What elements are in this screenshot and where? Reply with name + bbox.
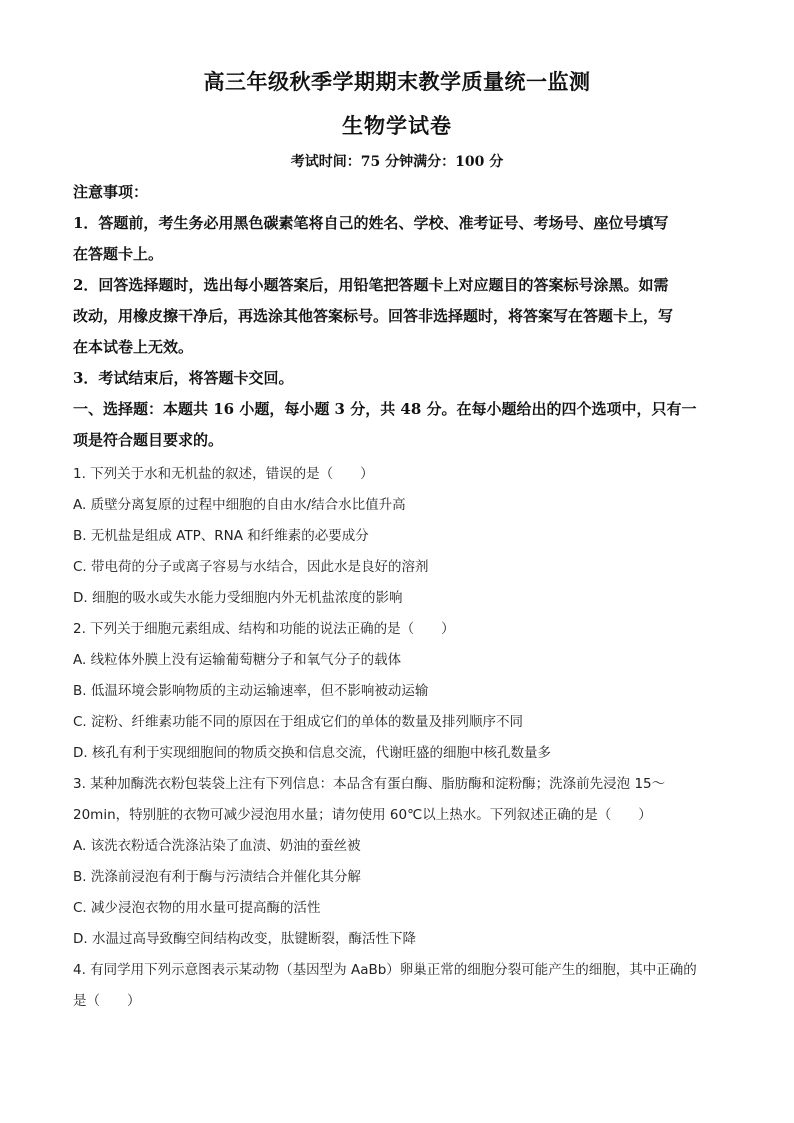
question-3-option-c: C. 减少浸泡衣物的用水量可提高酶的活性 <box>73 900 321 916</box>
question-2-option-b: B. 低温环境会影响物质的主动运输速率，但不影响被动运输 <box>73 683 429 699</box>
question-1-option-b: B. 无机盐是组成 ATP、RNA 和纤维素的必要成分 <box>73 528 369 544</box>
notice-item-3: 3．考试结束后，将答题卡交回。 <box>73 369 294 387</box>
question-3-option-d: D. 水温过高导致酶空间结构改变，肽键断裂，酶活性下降 <box>73 931 416 947</box>
question-3-stem: 3. 某种加酶洗衣粉包装袋上注有下列信息：本品含有蛋白酶、脂肪酶和淀粉酶；洗涤前先浸泡 15～ <box>73 776 666 792</box>
question-2-option-c: C. 淀粉、纤维素功能不同的原因在于组成它们的单体的数量及排列顺序不同 <box>73 714 524 730</box>
notice-item-2: 2．回答选择题时，选出每小题答案后，用铅笔把答题卡上对应题目的答案标号涂黑。如需 <box>73 276 669 294</box>
exam-subject: 生物学试卷 <box>342 113 452 138</box>
question-1-stem: 1. 下列关于水和无机盐的叙述，错误的是（ ） <box>73 466 374 482</box>
question-3-option-b: B. 洗涤前浸泡有利于酶与污渍结合并催化其分解 <box>73 869 361 885</box>
notice-item-2-cont: 改动，用橡皮擦干净后，再选涂其他答案标号。回答非选择题时，将答案写在答题卡上，写 <box>73 307 674 325</box>
question-1-option-c: C. 带电荷的分子或离子容易与水结合，因此水是良好的溶剂 <box>73 559 429 575</box>
notice-item-2-cont2: 在本试卷上无效。 <box>73 338 194 356</box>
question-2-option-d: D. 核孔有利于实现细胞间的物质交换和信息交流，代谢旺盛的细胞中核孔数量多 <box>73 745 551 761</box>
section-heading: 一、选择题：本题共 16 小题，每小题 3 分，共 48 分。在每小题给出的四个选项中，只有一 <box>73 400 697 418</box>
question-2-stem: 2. 下列关于细胞元素组成、结构和功能的说法正确的是（ ） <box>73 621 455 637</box>
question-1-option-a: A. 质壁分离复原的过程中细胞的自由水/结合水比值升高 <box>73 497 406 513</box>
question-3-option-a: A. 该洗衣粉适合洗涤沾染了血渍、奶油的蚕丝被 <box>73 838 361 854</box>
notice-heading: 注意事项： <box>73 183 149 201</box>
question-4-stem: 4. 有同学用下列示意图表示某动物（基因型为 AaBb）卵巢正常的细胞分裂可能产生的细胞，其中正确的 <box>73 962 697 978</box>
section-heading-cont: 项是符合题目要求的。 <box>73 431 224 449</box>
question-3-stem-cont: 20min，特别脏的衣物可减少浸泡用水量；请勿使用 60℃以上热水。下列叙述正确的是（ ） <box>73 807 652 823</box>
notice-item-1-cont: 在答题卡上。 <box>73 245 164 263</box>
exam-title: 高三年级秋季学期期末教学质量统一监测 <box>203 69 591 94</box>
question-1-option-d: D. 细胞的吸水或失水能力受细胞内外无机盐浓度的影响 <box>73 590 403 606</box>
exam-info: 考试时间：75 分钟满分：100 分 <box>290 154 504 170</box>
question-2-option-a: A. 线粒体外膜上没有运输葡萄糖分子和氧气分子的载体 <box>73 652 402 668</box>
question-4-stem-cont: 是（ ） <box>73 993 141 1009</box>
notice-item-1: 1．答题前，考生务必用黑色碳素笔将自己的姓名、学校、准考证号、考场号、座位号填写 <box>73 214 669 232</box>
